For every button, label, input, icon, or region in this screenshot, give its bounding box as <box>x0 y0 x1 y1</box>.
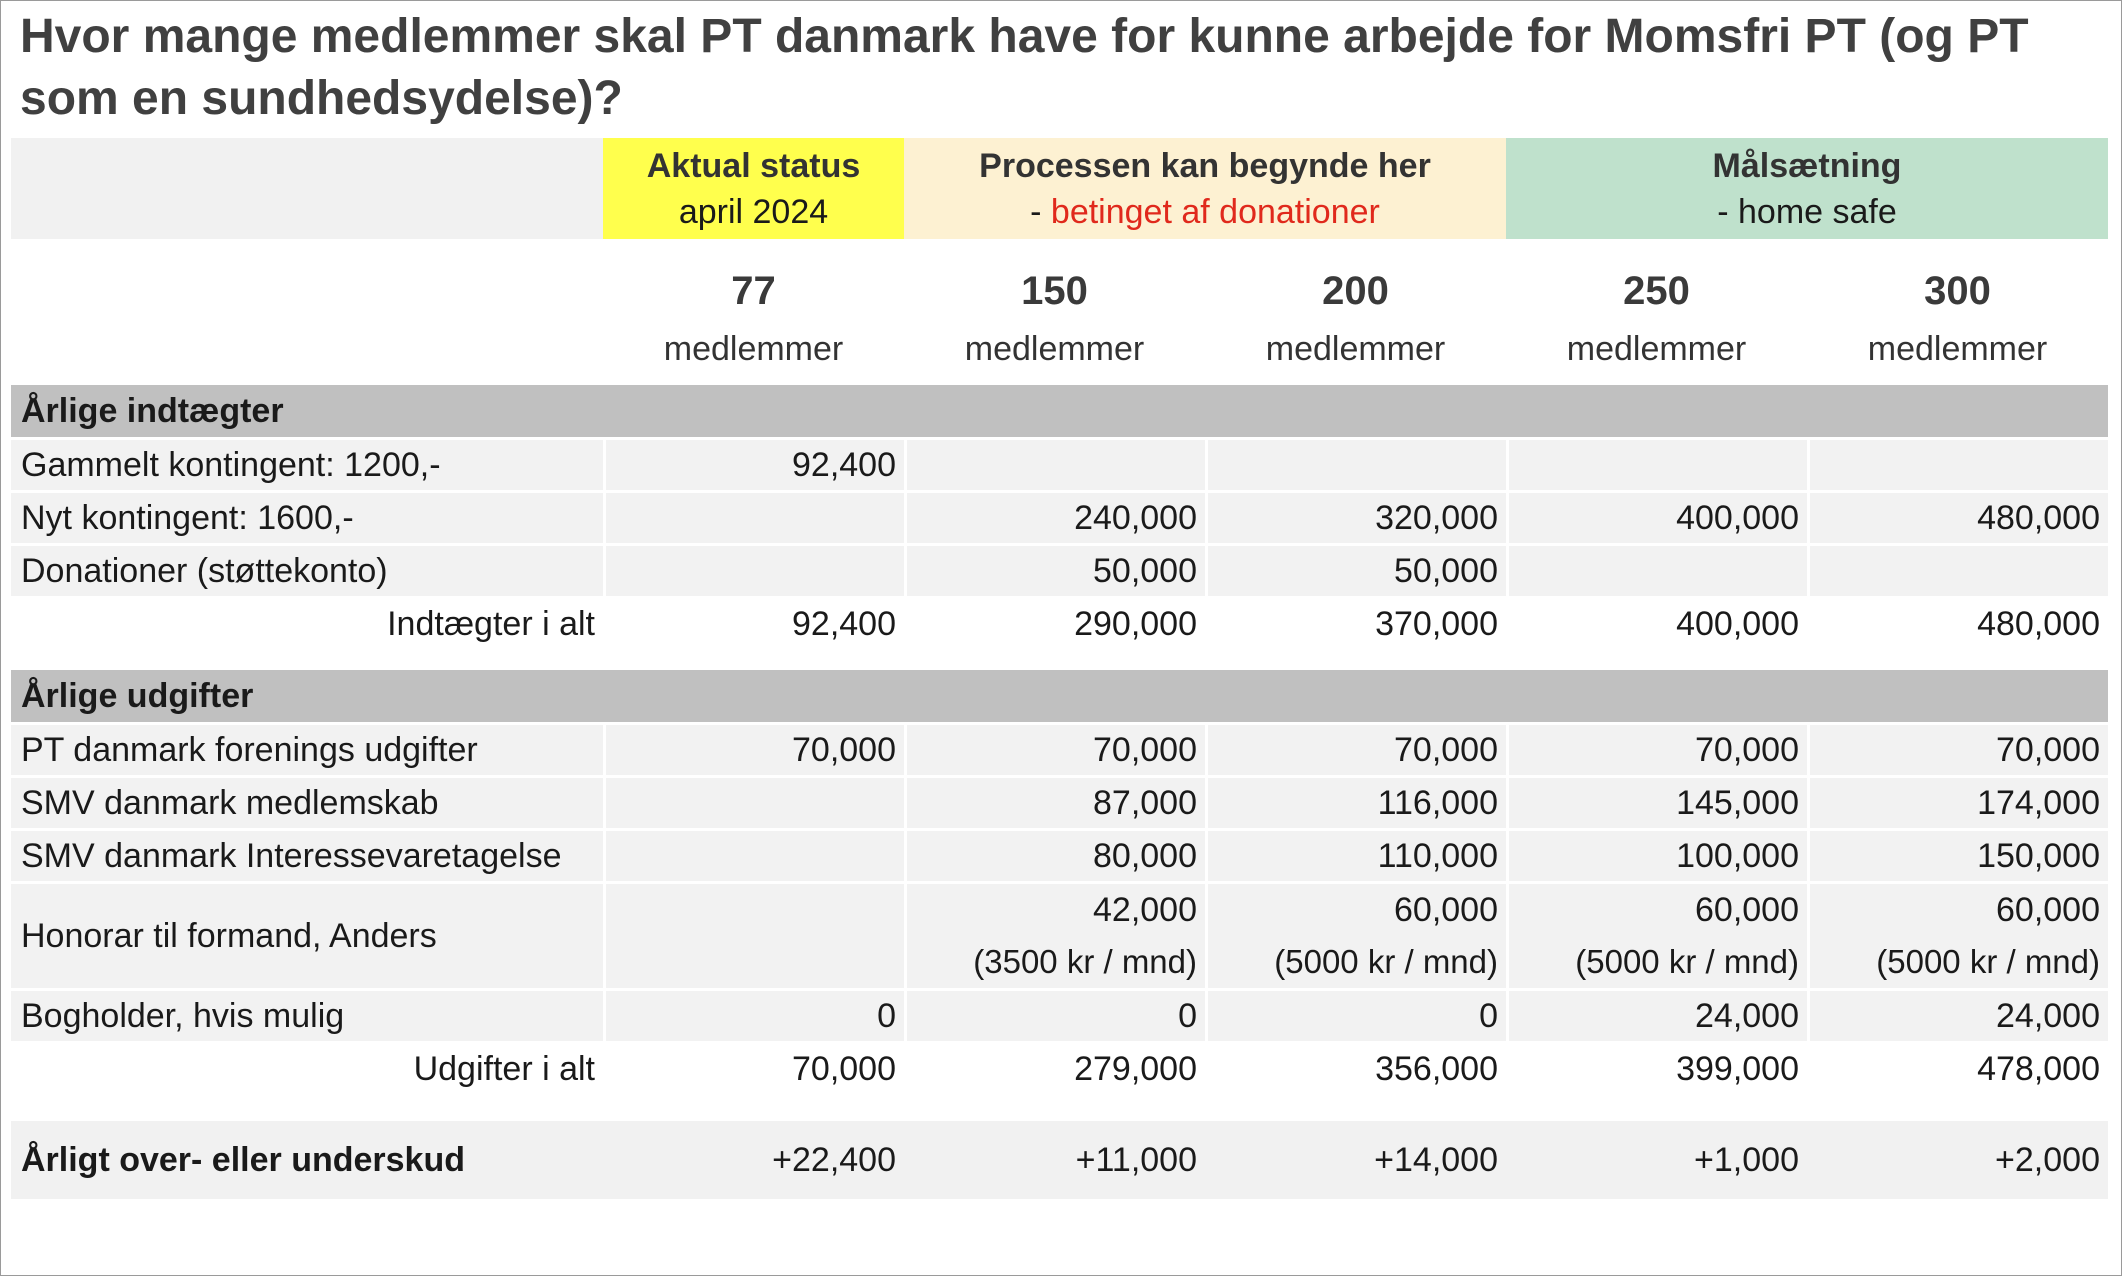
value-cell <box>1205 884 1506 988</box>
process-title: Processen kan begynde her <box>979 146 1431 185</box>
total-value: 399,000 <box>1506 1041 1807 1097</box>
income-section-header <box>11 385 2108 437</box>
value-cell: 70,000 <box>1205 725 1506 775</box>
member-blank-cell <box>11 239 603 385</box>
section-label: Årlige indtægter <box>21 392 284 430</box>
value-cell <box>1506 884 1807 988</box>
honorar-amount: 42,000 <box>1093 891 1197 929</box>
row-label: SMV danmark medlemskab <box>11 778 603 828</box>
process-header <box>904 138 1506 239</box>
expenses-section-header <box>11 670 2108 722</box>
process-subtitle-prefix: - <box>1030 192 1051 231</box>
value-cell: 50,000 <box>904 546 1205 596</box>
member-count: 150 <box>1021 269 1088 313</box>
value-cell <box>603 778 904 828</box>
value-cell <box>904 440 1205 490</box>
page-title: Hvor mange medlemmer skal PT danmark have for kunne arbejde for Momsfri PT (og PT som en sundhedsydelse)? <box>20 10 2029 125</box>
value-cell: 70,000 <box>603 725 904 775</box>
value-cell: 0 <box>1205 991 1506 1041</box>
table-row <box>11 722 2108 775</box>
value-cell: 70,000 <box>1506 725 1807 775</box>
value-cell: 145,000 <box>1506 778 1807 828</box>
table-row <box>11 437 2108 490</box>
value-cell: 92,400 <box>603 440 904 490</box>
goal-subtitle: - home safe <box>1717 192 1897 231</box>
process-subtitle <box>1030 189 1380 235</box>
member-count: 250 <box>1623 269 1690 313</box>
value-cell <box>603 831 904 881</box>
result-value: +1,000 <box>1506 1121 1807 1199</box>
member-col-300 <box>1807 239 2108 385</box>
member-label: medlemmer <box>663 330 844 368</box>
value-cell: 110,000 <box>1205 831 1506 881</box>
value-cell: 240,000 <box>904 493 1205 543</box>
table-row <box>11 490 2108 543</box>
total-value: 370,000 <box>1205 596 1506 652</box>
member-label: medlemmer <box>964 330 1145 368</box>
table-row <box>11 988 2108 1041</box>
total-value: 480,000 <box>1807 596 2108 652</box>
value-cell <box>603 493 904 543</box>
member-count: 77 <box>731 269 776 313</box>
total-label: Indtægter i alt <box>11 596 603 652</box>
value-cell: 150,000 <box>1807 831 2108 881</box>
total-value: 290,000 <box>904 596 1205 652</box>
spacer <box>11 652 2108 670</box>
value-cell: 80,000 <box>904 831 1205 881</box>
value-cell <box>1506 440 1807 490</box>
value-cell: 24,000 <box>1506 991 1807 1041</box>
member-col-77 <box>603 239 904 385</box>
process-subtitle-condition: betinget af donationer <box>1050 192 1380 231</box>
honorar-note: (5000 kr / mnd) <box>1274 943 1498 980</box>
total-value: 400,000 <box>1506 596 1807 652</box>
value-cell: 320,000 <box>1205 493 1506 543</box>
value-cell: 174,000 <box>1807 778 2108 828</box>
value-cell <box>603 546 904 596</box>
budget-table <box>11 138 2108 1199</box>
total-value: 279,000 <box>904 1041 1205 1097</box>
total-value: 356,000 <box>1205 1041 1506 1097</box>
row-label: PT danmark forenings udgifter <box>11 725 603 775</box>
member-count: 200 <box>1322 269 1389 313</box>
result-row <box>11 1121 2108 1199</box>
section-label: Årlige udgifter <box>21 677 254 715</box>
value-cell: 87,000 <box>904 778 1205 828</box>
total-value: 92,400 <box>603 596 904 652</box>
value-cell: 50,000 <box>1205 546 1506 596</box>
result-value: +2,000 <box>1807 1121 2108 1199</box>
table-row <box>11 775 2108 828</box>
value-cell: 70,000 <box>1807 725 2108 775</box>
value-cell <box>1807 440 2108 490</box>
income-total-row <box>11 596 2108 652</box>
member-count: 300 <box>1924 269 1991 313</box>
member-label: medlemmer <box>1566 330 1747 368</box>
honorar-note: (3500 kr / mnd) <box>973 943 1197 980</box>
table-row <box>11 543 2108 596</box>
value-cell: 400,000 <box>1506 493 1807 543</box>
status-title: Aktual status <box>646 146 861 185</box>
total-value: 70,000 <box>603 1041 904 1097</box>
value-cell: 0 <box>904 991 1205 1041</box>
row-label: SMV danmark Interessevaretagelse <box>11 831 603 881</box>
value-cell <box>904 884 1205 988</box>
goal-title: Målsætning <box>1712 146 1902 185</box>
member-label: medlemmer <box>1867 330 2048 368</box>
result-label: Årligt over- eller underskud <box>11 1121 603 1199</box>
honorar-amount: 60,000 <box>1695 891 1799 929</box>
result-value: +11,000 <box>904 1121 1205 1199</box>
status-header <box>603 138 904 239</box>
value-cell: 70,000 <box>904 725 1205 775</box>
row-label: Nyt kontingent: 1600,- <box>11 493 603 543</box>
member-label: medlemmer <box>1265 330 1446 368</box>
value-cell <box>603 884 904 988</box>
row-label: Bogholder, hvis mulig <box>11 991 603 1041</box>
value-cell <box>1506 546 1807 596</box>
expenses-total-row <box>11 1041 2108 1097</box>
value-cell <box>1807 546 2108 596</box>
honorar-note: (5000 kr / mnd) <box>1575 943 1799 980</box>
value-cell: 116,000 <box>1205 778 1506 828</box>
value-cell: 100,000 <box>1506 831 1807 881</box>
goal-header <box>1506 138 2108 239</box>
header-band <box>11 138 2108 239</box>
spacer <box>11 1097 2108 1121</box>
result-value: +22,400 <box>603 1121 904 1199</box>
value-cell: 0 <box>603 991 904 1041</box>
value-cell <box>1807 884 2108 988</box>
honorar-amount: 60,000 <box>1996 891 2100 929</box>
member-col-150 <box>904 239 1205 385</box>
value-cell: 480,000 <box>1807 493 2108 543</box>
result-value: +14,000 <box>1205 1121 1506 1199</box>
value-cell <box>1205 440 1506 490</box>
member-col-250 <box>1506 239 1807 385</box>
member-col-200 <box>1205 239 1506 385</box>
row-label: Donationer (støttekonto) <box>11 546 603 596</box>
header-blank-cell <box>11 138 603 239</box>
value-cell: 24,000 <box>1807 991 2108 1041</box>
table-row <box>11 828 2108 881</box>
row-label: Gammelt kontingent: 1200,- <box>11 440 603 490</box>
member-count-row <box>11 239 2108 385</box>
honorar-note: (5000 kr / mnd) <box>1876 943 2100 980</box>
total-label: Udgifter i alt <box>11 1041 603 1097</box>
table-row-honorar <box>11 881 2108 988</box>
row-label: Honorar til formand, Anders <box>11 884 603 988</box>
total-value: 478,000 <box>1807 1041 2108 1097</box>
honorar-amount: 60,000 <box>1394 891 1498 929</box>
status-subtitle: april 2024 <box>678 192 829 231</box>
